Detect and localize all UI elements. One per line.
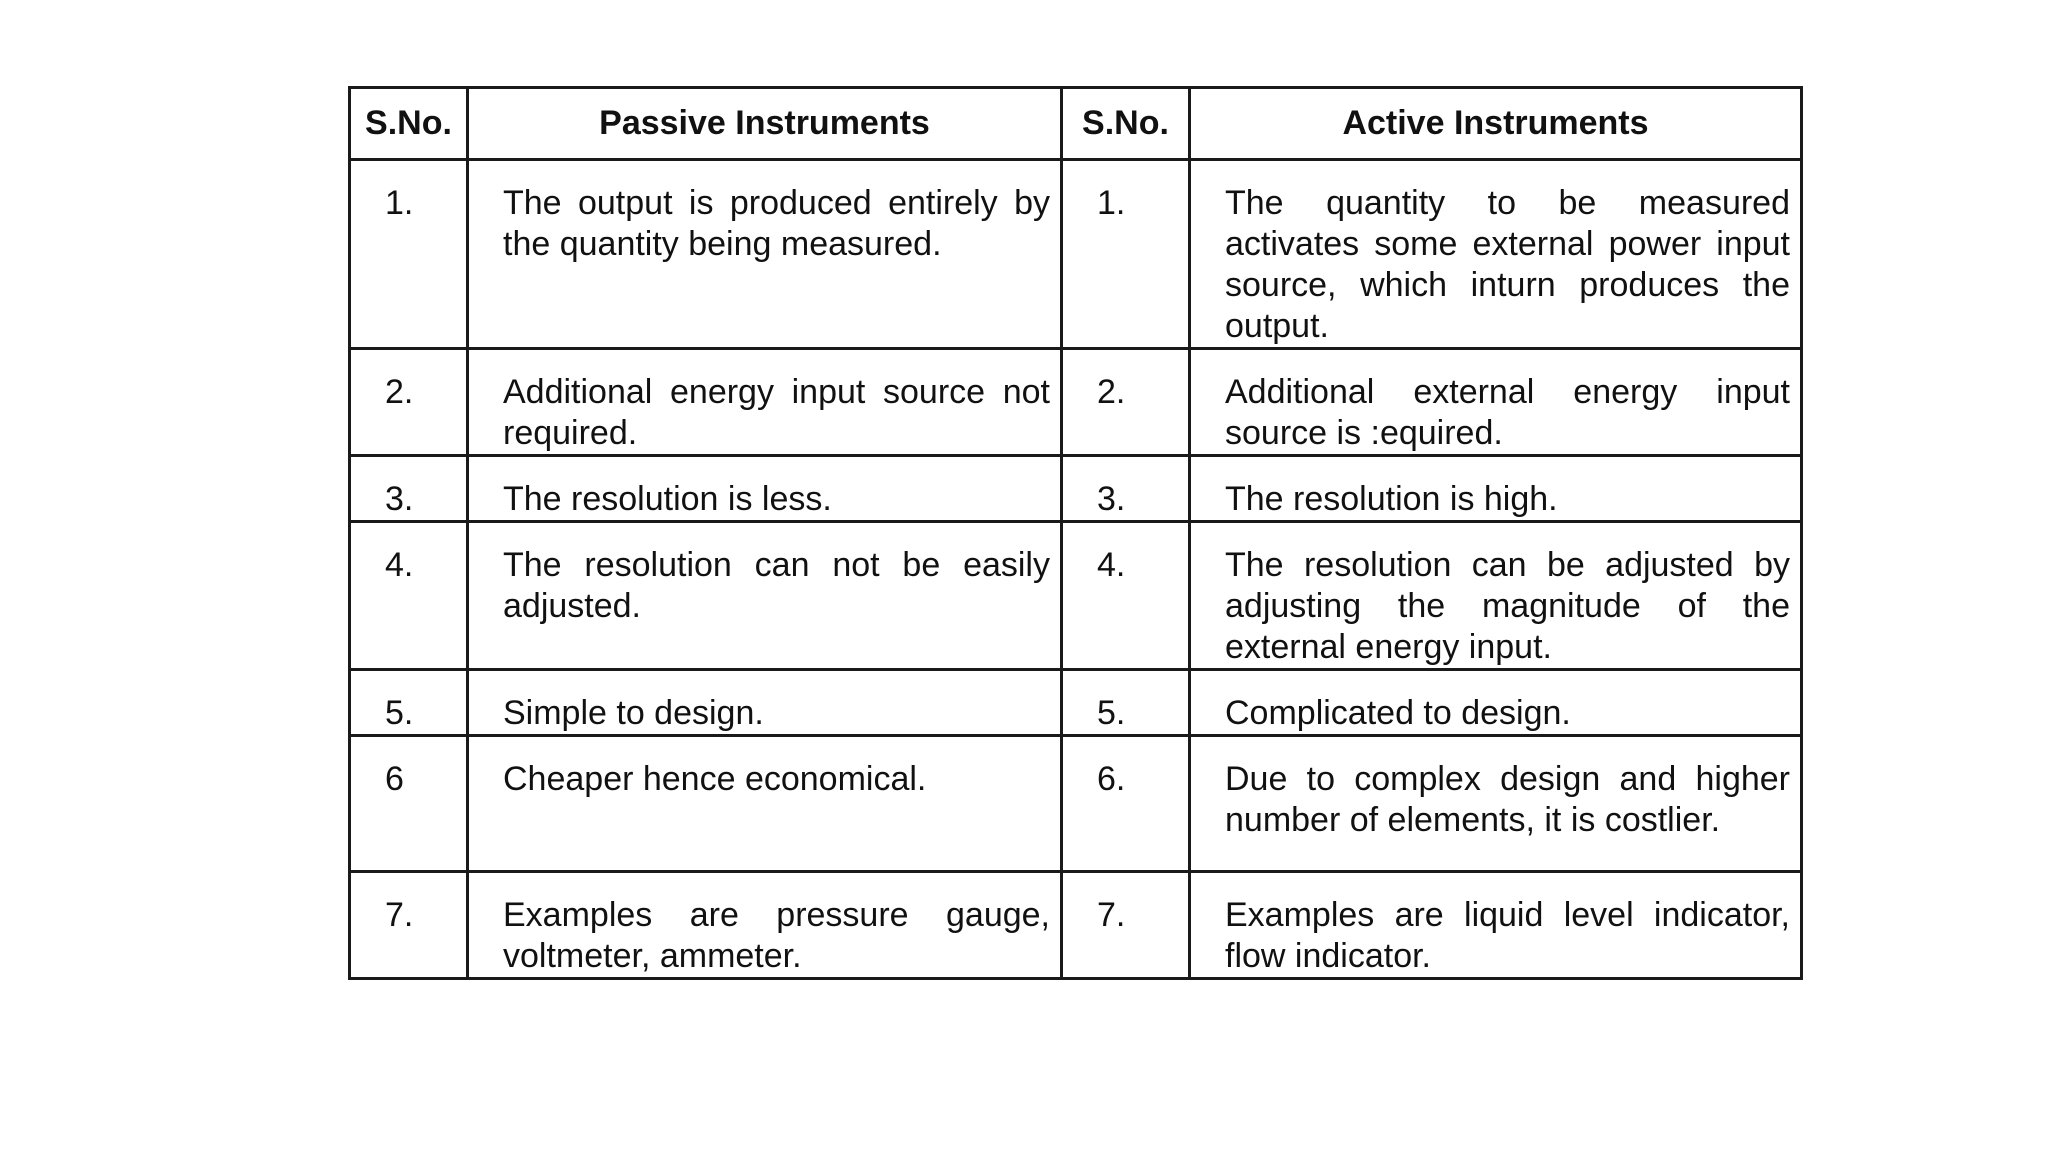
comparison-table (348, 86, 1803, 980)
active-cell: Complicated to design. (1190, 670, 1802, 736)
sno-cell: 1. (1062, 160, 1190, 349)
passive-cell: Cheaper hence economical. (468, 736, 1062, 872)
active-cell: Additional external energy input source is :equired. (1190, 349, 1802, 456)
sno-cell: 4. (350, 522, 468, 670)
table-row (350, 160, 1802, 349)
active-cell: The quantity to be measured activates some external power input source, which inturn produces the output. (1190, 160, 1802, 349)
table-row (350, 736, 1802, 872)
active-cell: The resolution is high. (1190, 456, 1802, 522)
header-passive-instruments: Passive Instruments (468, 88, 1062, 160)
sno-cell: 2. (1062, 349, 1190, 456)
sno-cell: 5. (1062, 670, 1190, 736)
header-sno-active: S.No. (1062, 88, 1190, 160)
table-row (350, 670, 1802, 736)
passive-cell: Examples are pressure gauge, voltmeter, ammeter. (468, 872, 1062, 979)
sno-cell: 7. (1062, 872, 1190, 979)
sno-cell: 3. (350, 456, 468, 522)
header-sno-passive: S.No. (350, 88, 468, 160)
sno-cell: 3. (1062, 456, 1190, 522)
sno-cell: 6. (1062, 736, 1190, 872)
header-active-instruments: Active Instruments (1190, 88, 1802, 160)
sno-cell: 1. (350, 160, 468, 349)
sno-cell: 6 (350, 736, 468, 872)
header-row (350, 88, 1802, 160)
sno-cell: 4. (1062, 522, 1190, 670)
passive-cell: The resolution is less. (468, 456, 1062, 522)
active-cell: The resolution can be adjusted by adjusting the magnitude of the external energy input. (1190, 522, 1802, 670)
passive-cell: Additional energy input source not required. (468, 349, 1062, 456)
passive-cell: The output is produced entirely by the quantity being measured. (468, 160, 1062, 349)
table-row (350, 522, 1802, 670)
active-cell: Examples are liquid level indicator, flow indicator. (1190, 872, 1802, 979)
active-cell: Due to complex design and higher number of elements, it is costlier. (1190, 736, 1802, 872)
passive-cell: Simple to design. (468, 670, 1062, 736)
table-row (350, 872, 1802, 979)
table-row (350, 349, 1802, 456)
sno-cell: 7. (350, 872, 468, 979)
sno-cell: 5. (350, 670, 468, 736)
passive-cell: The resolution can not be easily adjusted. (468, 522, 1062, 670)
sno-cell: 2. (350, 349, 468, 456)
table-row (350, 456, 1802, 522)
